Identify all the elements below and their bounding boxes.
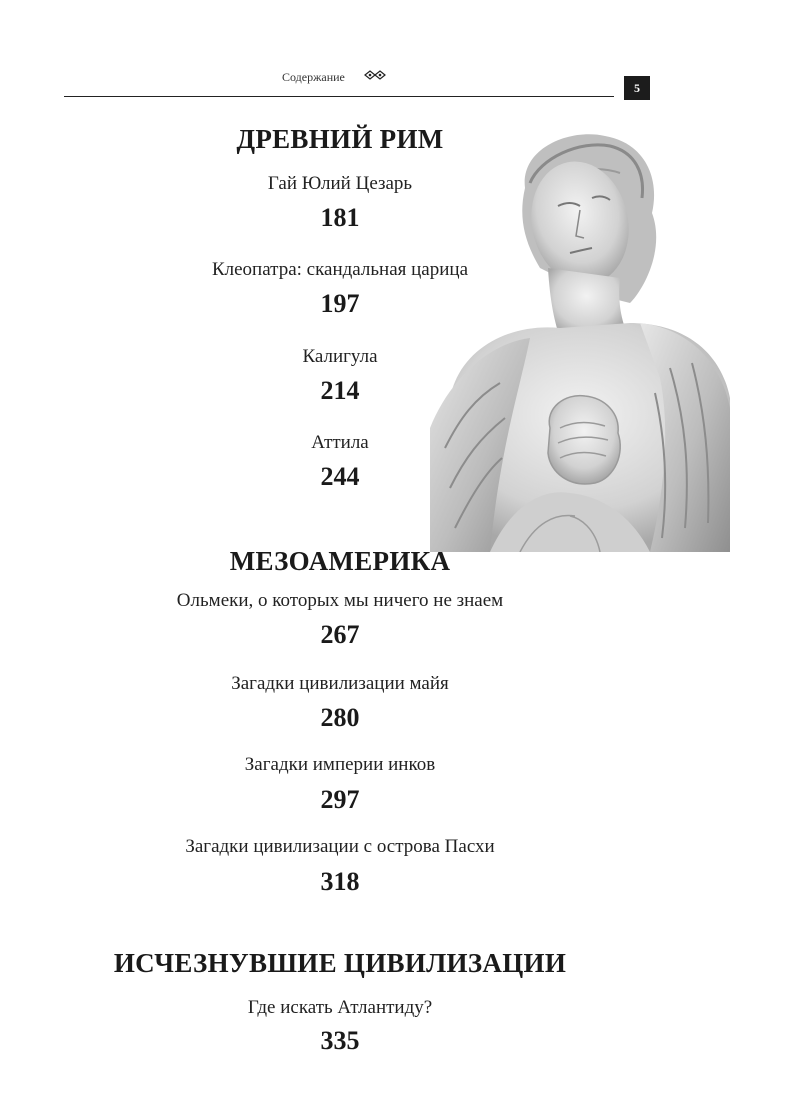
toc-entry-title: Загадки империи инков	[244, 754, 436, 775]
page-number: 5	[624, 76, 650, 100]
section-title: МЕЗОАМЕРИКА	[229, 546, 451, 576]
toc-entry-title: Гай Юлий Цезарь	[267, 173, 413, 194]
toc-entry-title: Клеопатра: скандальная царица	[211, 259, 469, 280]
toc-entry-title: Где искать Атлантиду?	[247, 997, 433, 1018]
section-title: ДРЕВНИЙ РИМ	[236, 124, 444, 154]
toc-entry-page: 181	[320, 203, 360, 232]
toc-entry-title: Калигула	[302, 346, 378, 367]
toc-entry-page: 267	[320, 620, 360, 649]
toc-entry-title: Аттила	[311, 432, 369, 453]
toc-entry-page: 335	[320, 1026, 360, 1055]
toc-entry-page: 197	[320, 289, 360, 318]
toc-entry-title: Ольмеки, о которых мы ничего не знаем	[176, 590, 504, 611]
toc-entry-title: Загадки цивилизации с острова Пасхи	[185, 836, 495, 857]
section-title: ИСЧЕЗНУВШИЕ ЦИВИЛИЗАЦИИ	[113, 948, 567, 978]
toc-entry-page: 297	[320, 785, 360, 814]
toc-entry-page: 280	[320, 703, 360, 732]
toc-entry-page: 214	[320, 376, 360, 405]
toc-entry-page: 244	[320, 462, 360, 491]
toc-entry-page: 318	[320, 867, 360, 896]
toc-entry-title: Загадки цивилизации майя	[231, 673, 449, 694]
header-label: Содержание	[282, 70, 345, 84]
